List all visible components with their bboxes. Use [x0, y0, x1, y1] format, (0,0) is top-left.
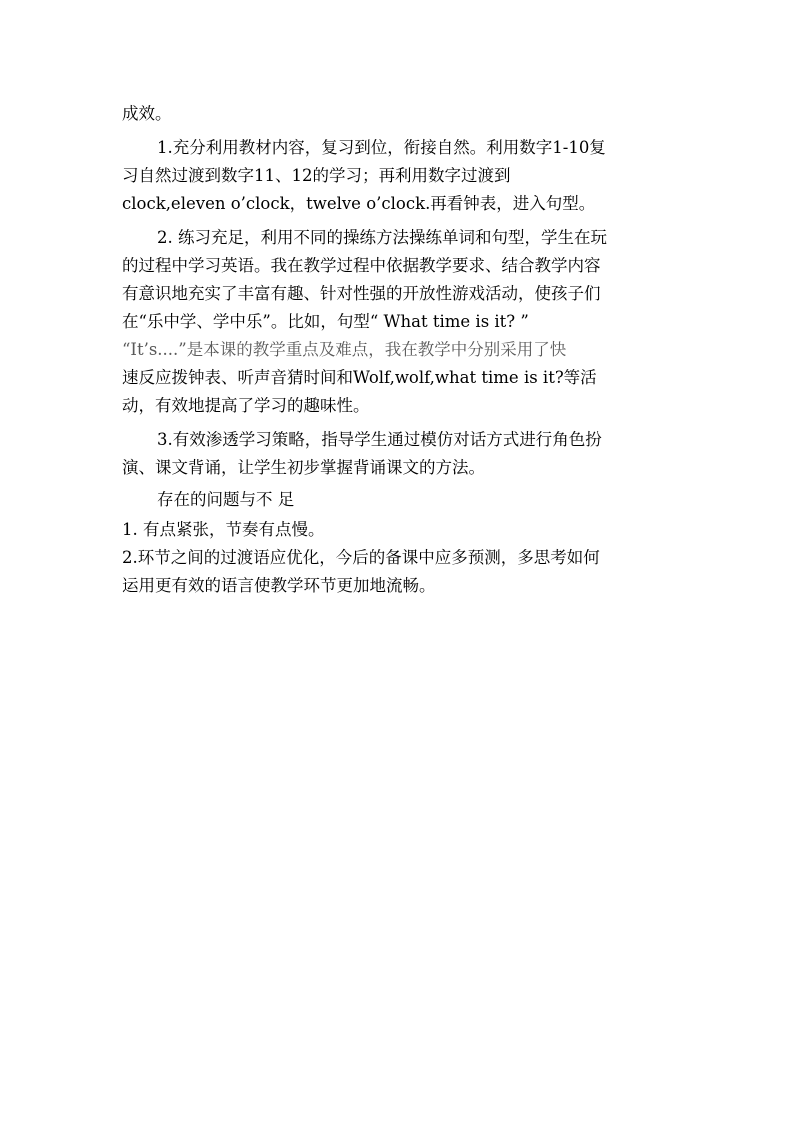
section-heading-issues: 存在的问题与不 足 — [157, 490, 295, 509]
text-line: 2.环节之间的过渡语应优化，今后的备课中应多预测，多思考如何 — [122, 548, 600, 567]
paragraph-continuation — [122, 100, 678, 128]
document-body — [122, 100, 678, 600]
text-line — [122, 336, 678, 364]
sentence-pattern-its: “It’s....” — [122, 340, 187, 359]
text-line: clock,eleven o’clock，twelve o’clock.再看钟表，进入句型。 — [122, 194, 596, 213]
text-line: 运用更有效的语言使教学环节更加地流畅。 — [122, 576, 436, 595]
issue-item-2 — [122, 544, 678, 600]
text-line: 2. 练习充足，利用不同的操练方法操练单词和句型，学生在玩 — [157, 228, 607, 247]
text-line: 3.有效渗透学习策略，指导学生通过模仿对话方式进行角色扮 — [157, 430, 602, 449]
text-line: 1. 有点紧张，节奏有点慢。 — [122, 520, 325, 539]
text-fragment: 是本课的教学重点及难点，我在教学中分别采用了快 — [186, 340, 567, 359]
text-line: 在“乐中学、学中乐”。比如，句型“ What time is it? ” — [122, 312, 529, 331]
paragraph-point-3 — [122, 426, 678, 482]
text-line: 速反应拨钟表、听声音猜时间和Wolf,wolf,what time is it?等活 — [122, 368, 597, 387]
issue-item-1 — [122, 516, 678, 544]
text-line: 动，有效地提高了学习的趣味性。 — [122, 396, 370, 415]
text-line: 演、课文背诵，让学生初步掌握背诵课文的方法。 — [122, 458, 485, 477]
text-line: 的过程中学习英语。我在教学过程中依据教学要求、结合教学内容 — [122, 256, 601, 275]
paragraph-point-2 — [122, 224, 678, 420]
paragraph-point-1 — [122, 134, 678, 218]
text-line: 成效。 — [122, 104, 172, 123]
text-line: 有意识地充实了丰富有趣、针对性强的开放性游戏活动，使孩子们 — [122, 284, 601, 303]
text-line: 习自然过渡到数字11、12的学习；再利用数字过渡到 — [122, 166, 511, 185]
text-line: 1.充分利用教材内容，复习到位，衔接自然。利用数字1-10复 — [157, 138, 606, 157]
